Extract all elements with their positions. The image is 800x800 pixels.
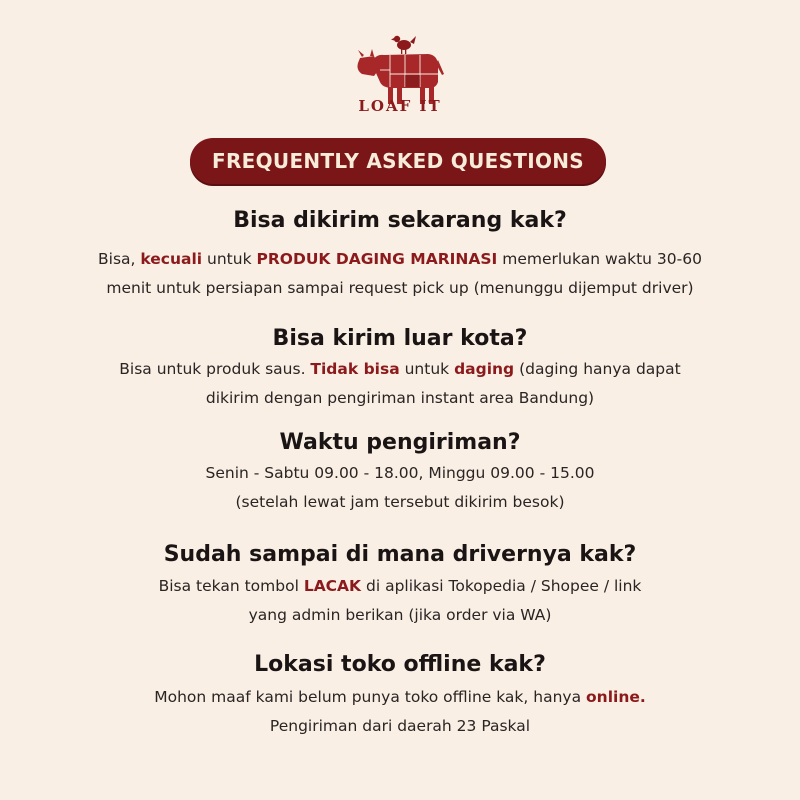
faq-question: Bisa kirim luar kota?: [272, 326, 528, 351]
faq-banner-title: FREQUENTLY ASKED QUESTIONS: [211, 149, 585, 173]
faq-banner: [190, 138, 606, 184]
answer-text: Bisa,: [98, 250, 141, 268]
answer-text: (daging hanya dapat: [514, 360, 681, 378]
brand-name: LOAF IT: [358, 97, 442, 115]
answer-text: untuk: [399, 360, 455, 378]
faq-item: [0, 324, 800, 413]
answer-highlight: PRODUK DAGING MARINASI: [256, 250, 498, 268]
faq-answer-line: [0, 245, 800, 274]
answer-highlight: online.: [586, 688, 646, 706]
faq-question: Lokasi toko offline kak?: [254, 652, 546, 677]
answer-highlight: kecuali: [140, 250, 203, 268]
answer-text: untuk: [202, 250, 257, 268]
faq-answer-line: Pengiriman dari daerah 23 Paskal: [269, 717, 531, 735]
faq-answer-line: [0, 355, 800, 384]
faq-item: [0, 650, 800, 741]
faq-question: Bisa dikirim sekarang kak?: [233, 208, 567, 233]
faq-item: [0, 428, 800, 517]
answer-text: memerlukan waktu 30-60: [497, 250, 702, 268]
faq-answer-line: (setelah lewat jam tersebut dikirim besok): [235, 493, 565, 511]
faq-answer-line: menit untuk persiapan sampai request pick up (menunggu dijemput driver): [106, 279, 694, 297]
faq-question: Sudah sampai di mana drivernya kak?: [163, 542, 637, 567]
answer-text: Bisa tekan tombol: [158, 577, 304, 595]
answer-highlight: daging: [454, 360, 515, 378]
faq-answer-line: dikirim dengan pengiriman instant area Bandung): [205, 389, 595, 407]
answer-highlight: Tidak bisa: [310, 360, 400, 378]
faq-answer-line: [0, 572, 800, 601]
faq-answer-line: Senin - Sabtu 09.00 - 18.00, Minggu 09.00 - 15.00: [205, 464, 595, 482]
faq-item: [0, 206, 800, 303]
faq-item: [0, 540, 800, 630]
answer-highlight: LACAK: [303, 577, 362, 595]
answer-text: Mohon maaf kami belum punya toko offline kak, hanya: [154, 688, 587, 706]
faq-answer-line: [0, 683, 800, 712]
faq-question: Waktu pengiriman?: [279, 430, 521, 455]
answer-text: di aplikasi Tokopedia / Shopee / link: [361, 577, 642, 595]
answer-text: Bisa untuk produk saus.: [119, 360, 311, 378]
faq-answer-line: yang admin berikan (jika order via WA): [248, 606, 552, 624]
